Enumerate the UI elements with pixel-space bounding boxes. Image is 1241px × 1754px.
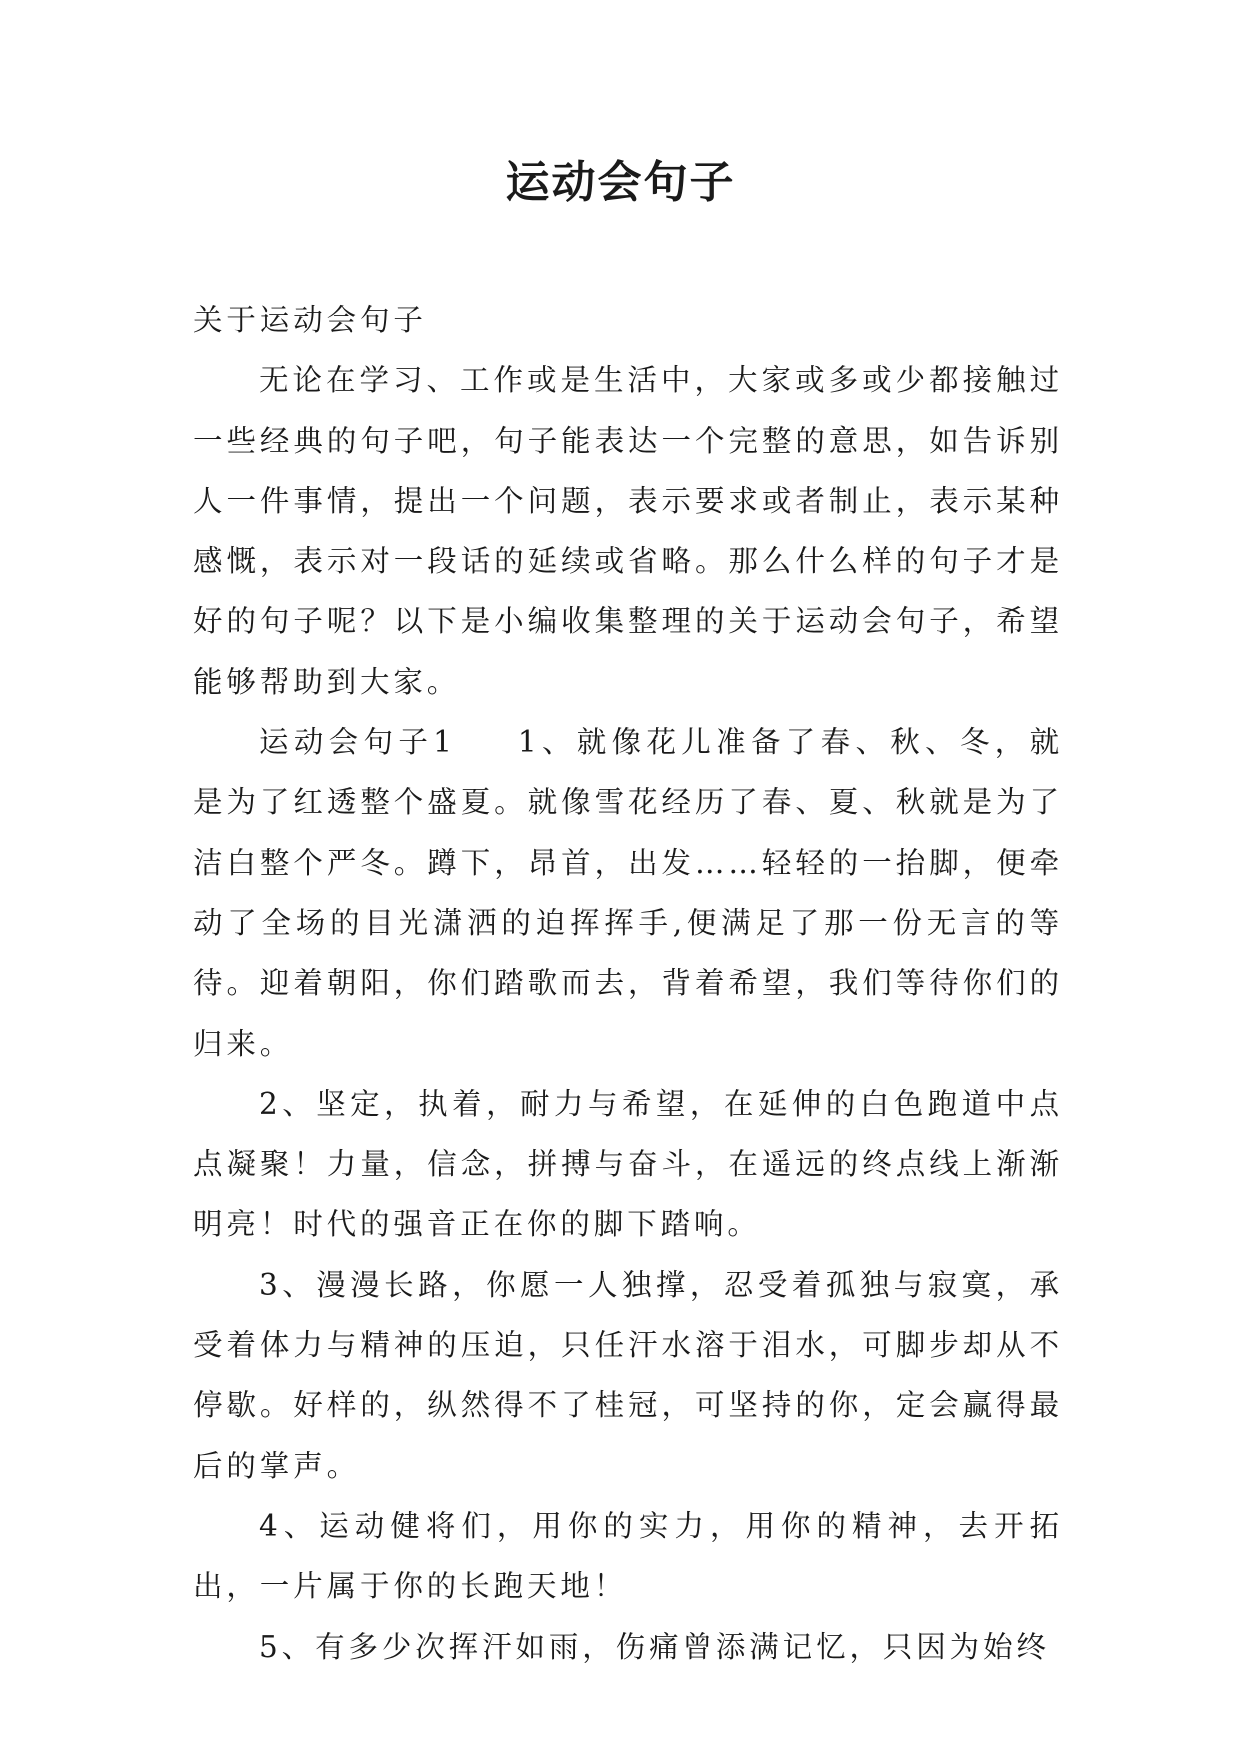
document-title: 运动会句子 bbox=[505, 157, 736, 208]
document-heading: 关于运动会句子 bbox=[193, 303, 427, 337]
intro-paragraph: 无论在学习、工作或是生活中，大家或多或少都接触过一些经典的句子吧，句子能表达一个完整的意思，如告诉别人一件事情，提出一个问题，表示要求或者制止，表示某种感慨，表示对一段话的延续或省略。那么什么样的句子才是好的句子呢？以下是小编收集整理的关于运动会句子，希望能够帮助到大家。 bbox=[193, 363, 1063, 699]
section-label: 运动会句子1 bbox=[259, 725, 456, 760]
item-4: 4、运动健将们，用你的实力，用你的精神，去开拓出，一片属于你的长跑天地！ bbox=[193, 1508, 1063, 1604]
item-2: 2、坚定，执着，耐力与希望，在延伸的白色跑道中点点凝聚！力量，信念，拼搏与奋斗，在遥远的终点线上渐渐明亮！时代的强音正在你的脚下踏响。 bbox=[193, 1086, 1063, 1242]
section-paragraph bbox=[193, 712, 1063, 1074]
item-3: 3、漫漫长路，你愿一人独撑，忍受着孤独与寂寞，承受着体力与精神的压迫，只任汗水溶于泪水，可脚步却从不停歇。好样的，纵然得不了桂冠，可坚持的你，定会赢得最后的掌声。 bbox=[193, 1267, 1063, 1483]
document-body bbox=[193, 290, 1063, 1677]
item-1: 1、就像花儿准备了春、秋、冬，就是为了红透整个盛夏。就像雪花经历了春、夏、秋就是为了洁白整个严冬。蹲下，昂首，出发……轻轻的一抬脚，便牵动了全场的目光潇洒的迫挥挥手,便满足了那一份无言的等待。迎着朝阳，你们踏歌而去，背着希望，我们等待你们的归来。 bbox=[193, 725, 1064, 1061]
item-5: 5、有多少次挥汗如雨，伤痛曾添满记忆，只因为始终 bbox=[259, 1629, 1050, 1664]
